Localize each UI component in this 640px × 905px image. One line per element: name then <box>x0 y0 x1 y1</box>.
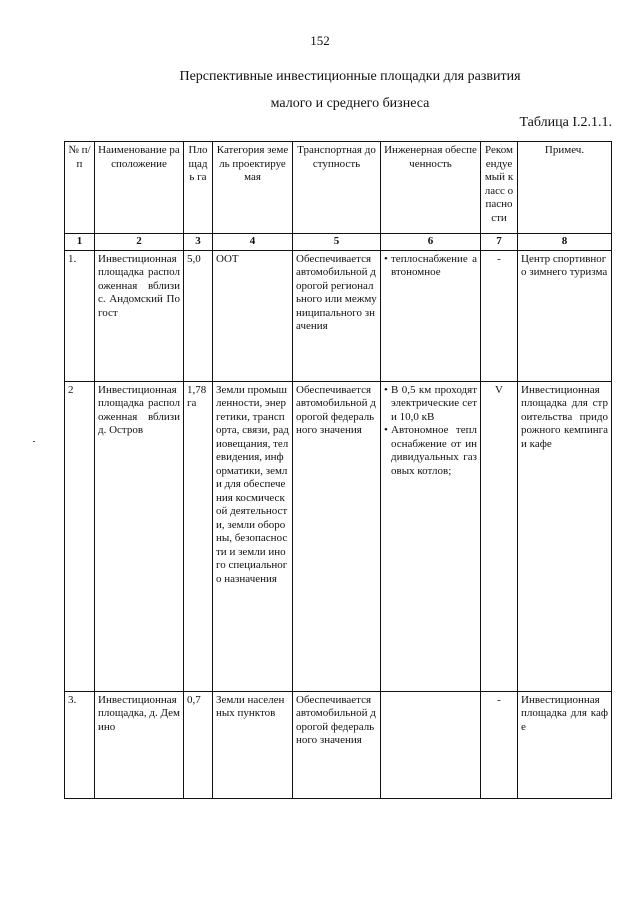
engineering-cell <box>381 381 481 691</box>
title-line-2: малого и среднего бизнеса <box>270 96 430 111</box>
site-area: 0,7 <box>184 691 213 798</box>
title-line-1: Перспективные инвестиционные площадки для развития <box>179 69 521 84</box>
site-name: Инвестиционная площадка, д. Демино <box>95 691 184 798</box>
table-row <box>65 691 612 798</box>
header-cell: Примеч. <box>518 142 612 234</box>
table-row <box>65 381 612 691</box>
header-cell: Площадь га <box>184 142 213 234</box>
column-number: 7 <box>481 234 518 251</box>
transport-access: Обеспечивается автомобильной дорогой федерального значения <box>293 691 381 798</box>
header-cell: № п/п <box>65 142 95 234</box>
row-number: 2 <box>65 381 95 691</box>
column-number: 6 <box>381 234 481 251</box>
column-number-row <box>65 234 612 251</box>
hazard-class: - <box>481 250 518 381</box>
column-number: 4 <box>213 234 293 251</box>
site-note: Инвестиционная площадка для кафе <box>518 691 612 798</box>
row-number: 1. <box>65 250 95 381</box>
site-area: 1,78 га <box>184 381 213 691</box>
column-number: 2 <box>95 234 184 251</box>
site-name: Инвестиционная площадка расположенная вблизи д. Остров <box>95 381 184 691</box>
row-number: 3. <box>65 691 95 798</box>
land-category: Земли населенных пунктов <box>213 691 293 798</box>
header-cell: Инженерная обеспеченность <box>381 142 481 234</box>
transport-access: Обеспечивается автомобильной дорогой регионального или межмуниципального значения <box>293 250 381 381</box>
land-category: Земли промышленности, энергетики, транспорта, связи, радиовещания, телевидения, информатики, земли для обеспечения космической деятельности, земли обороны, безопасности и земли иного специального назначения <box>213 381 293 691</box>
site-name: Инвестиционная площадка расположенная вблизи с. Андомский Погост <box>95 250 184 381</box>
table-row <box>65 250 612 381</box>
site-note: Инвестиционная площадка для строительства придорожного кемпинга и кафе <box>518 381 612 691</box>
engineering-cell <box>381 250 481 381</box>
site-note: Центр спортивного зимнего туризма <box>518 250 612 381</box>
transport-access: Обеспечивается автомобильной дорогой федерального значения <box>293 381 381 691</box>
engineering-item: • В 0,5 км проходят электрические сети 10,0 кВ <box>384 384 477 425</box>
page-title <box>100 63 600 117</box>
engineering-item: • Автономное теплоснабжение от индивидуальных газовых котлов; <box>384 424 477 478</box>
engineering-cell <box>381 691 481 798</box>
investment-sites-table <box>64 141 612 799</box>
column-number: 1 <box>65 234 95 251</box>
header-row <box>65 142 612 234</box>
column-number: 5 <box>293 234 381 251</box>
engineering-item: • теплоснабжение автономное <box>384 253 477 280</box>
page-number: 152 <box>310 33 330 48</box>
column-number: 3 <box>184 234 213 251</box>
header-cell: Транспортная доступность <box>293 142 381 234</box>
header-cell: Категория земель проектируемая <box>213 142 293 234</box>
header-cell: Наименование расположение <box>95 142 184 234</box>
scan-speck <box>33 441 35 442</box>
column-number: 8 <box>518 234 612 251</box>
site-area: 5,0 <box>184 250 213 381</box>
land-category: ООТ <box>213 250 293 381</box>
header-cell: Рекомендуемый класс опасности <box>481 142 518 234</box>
hazard-class: V <box>481 381 518 691</box>
hazard-class: - <box>481 691 518 798</box>
table-label: Таблица I.2.1.1. <box>519 115 612 130</box>
